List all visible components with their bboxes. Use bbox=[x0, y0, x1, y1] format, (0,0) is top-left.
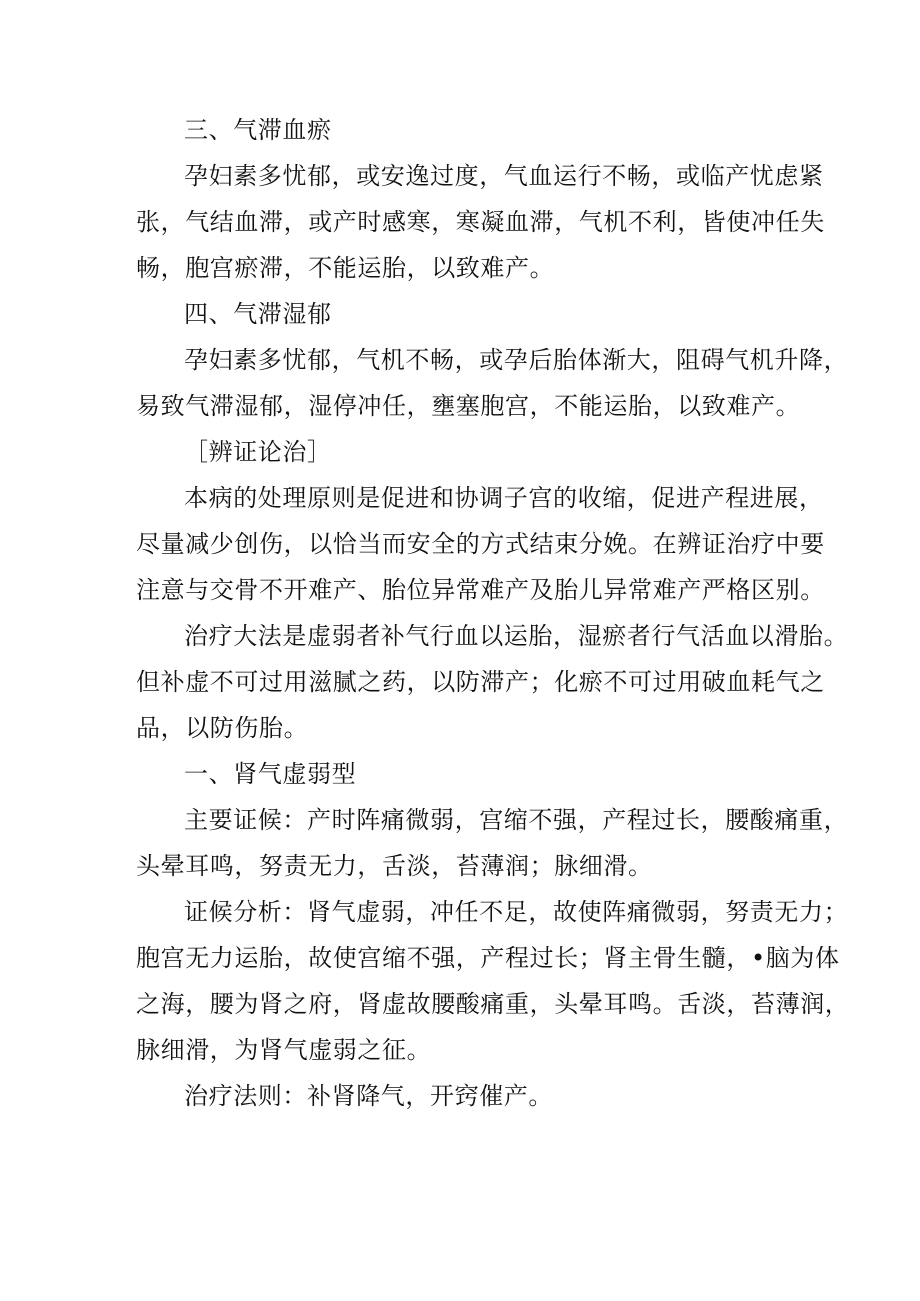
paragraph-line: 易致气滞湿郁，湿停冲任，壅塞胞宫，不能运胎，以致难产。 bbox=[136, 392, 801, 420]
section-heading-qi-stagnation-blood-stasis: 三、气滞血瘀 bbox=[184, 116, 332, 144]
section-heading-kidney-qi-deficiency: 一、肾气虚弱型 bbox=[184, 760, 357, 788]
paragraph-line: 本病的处理原则是促进和协调子宫的收缩，促进产程进展， bbox=[184, 484, 824, 512]
paragraph-line: 注意与交骨不开难产、胎位异常难产及胎儿异常难产严格区别。 bbox=[136, 576, 825, 604]
paragraph-line: 主要证候：产时阵痛微弱，宫缩不强，产程过长，腰酸痛重， bbox=[184, 806, 849, 834]
paragraph-line: 畅，胞宫瘀滞，不能运胎，以致难产。 bbox=[136, 254, 555, 282]
paragraph-line: 脉细滑，为肾气虚弱之征。 bbox=[136, 1036, 432, 1064]
paragraph-line: 但补虚不可过用滋腻之药，以防滞产；化瘀不可过用破血耗气之 bbox=[136, 668, 825, 696]
document-body bbox=[136, 107, 850, 1119]
paragraph-line: 治疗大法是虚弱者补气行血以运胎，湿瘀者行气活血以滑胎。 bbox=[184, 622, 849, 650]
paragraph-line: 孕妇素多忧郁，或安逸过度，气血运行不畅，或临产忧虑紧 bbox=[184, 162, 824, 190]
paragraph-line: 治疗法则：补肾降气，开窍催产。 bbox=[184, 1082, 553, 1110]
paragraph-line: 胞宫无力运胎，故使宫缩不强，产程过长；肾主骨生髓，•脑为体 bbox=[136, 944, 840, 972]
section-heading-differentiation-treatment: ［辨证论治］ bbox=[184, 438, 332, 466]
paragraph-line: 品，以防伤胎。 bbox=[136, 714, 309, 742]
paragraph-line: 证候分析：肾气虚弱，冲任不足，故使阵痛微弱，努责无力； bbox=[184, 898, 849, 926]
paragraph-line: 头晕耳鸣，努责无力，舌淡，苔薄润；脉细滑。 bbox=[136, 852, 653, 880]
paragraph-line: 张，气结血滞，或产时感寒，寒凝血滞，气机不利，皆使冲任失 bbox=[136, 208, 825, 236]
paragraph-line: 之海，腰为肾之府，肾虚故腰酸痛重，头晕耳鸣。舌淡，苔薄润， bbox=[136, 990, 850, 1018]
section-heading-qi-stagnation-dampness: 四、气滞湿郁 bbox=[184, 300, 332, 328]
paragraph-line: 孕妇素多忧郁，气机不畅，或孕后胎体渐大，阻碍气机升降， bbox=[184, 346, 849, 374]
paragraph-line: 尽量减少创伤，以恰当而安全的方式结束分娩。在辨证治疗中要 bbox=[136, 530, 825, 558]
